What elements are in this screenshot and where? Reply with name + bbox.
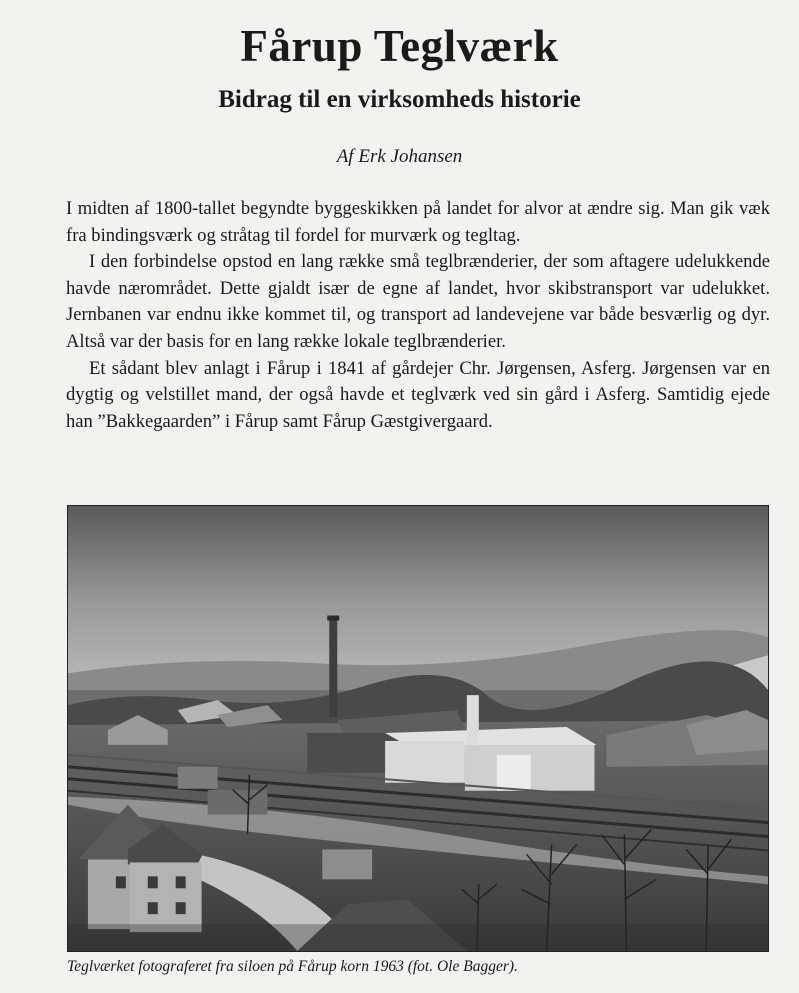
photo-caption: Teglværket fotograferet fra siloen på Fårup korn 1963 (fot. Ole Bagger). xyxy=(67,958,518,975)
paragraph-2: I den forbindelse opstod en lang række små teglbrænderier, der som aftagere udelukkende havde nærområdet. Dette gjaldt især de egne af landet, hvor skibstransport var udelukket. Jernbanen var endnu ikke kommet til, og transport ad landevejene var både besværlig og dyr. Altså var der basis for en lang række lokale teglbrænderier. xyxy=(66,251,770,352)
article-subtitle: Bidrag til en virksomheds historie xyxy=(218,86,581,113)
article-title: Fårup Teglværk xyxy=(240,21,559,71)
paragraph-3: Et sådant blev anlagt i Fårup i 1841 af gårdejer Chr. Jørgensen, Asferg. Jørgensen var en dygtig og velstillet mand, der også havde et teglværk ved sin gård i Asferg. Samtidig ejede han ”Bakkegaarden” i Fårup samt Fårup Gæstgivergaard. xyxy=(66,357,770,432)
paragraph-1: I midten af 1800-tallet begyndte byggeskikken på landet for alvor at ændre sig. Man gik væk fra bindingsværk og stråtag til fordel for murværk og tegltag. xyxy=(66,198,770,246)
article-author: Af Erk Johansen xyxy=(336,146,463,167)
factory-photo xyxy=(67,505,769,952)
article-body xyxy=(66,196,770,435)
factory-photo-image xyxy=(68,506,768,951)
